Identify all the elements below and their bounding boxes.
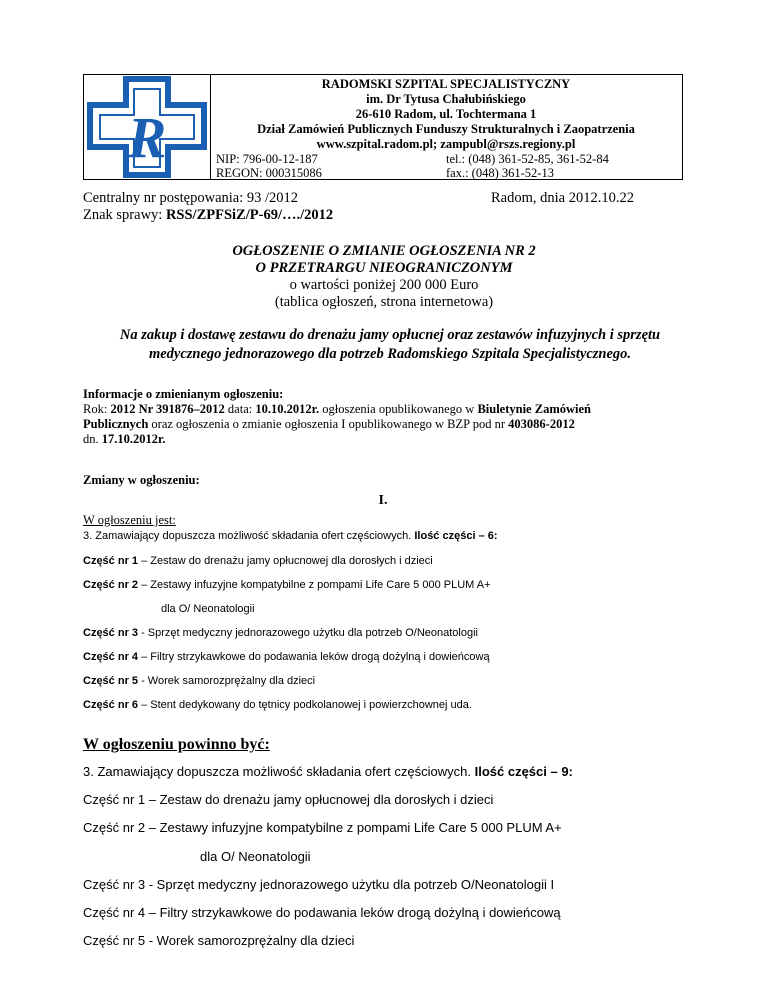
info-heading: Informacje o zmienianym ogłoszeniu: [83,387,284,401]
telephone: tel.: (048) 361-52-85, 361-52-84 [446,152,609,166]
hospital-address: 26-610 Radom, ul. Tochtermana 1 [355,107,537,121]
is-part-3: Część nr 3 - Sprzęt medyczny jednorazowego użytku dla potrzeb O/Neonatologii [83,627,478,639]
notice-value: o wartości poniżej 200 000 Euro [289,277,479,293]
letterhead-box [83,74,683,180]
is-part-2: Część nr 2 – Zestawy infuzyjne kompatybilne z pompami Life Care 5 000 PLUM A+ [83,579,491,591]
should-part-3: Część nr 3 - Sprzęt medyczny jednorazowego użytku dla potrzeb O/Neonatologii I [83,877,555,892]
is-label: W ogłoszeniu jest: [83,513,176,527]
subject-line-2: medycznego jednorazowego dla potrzeb Radomskiego Szpitala Specjalistycznego. [148,346,632,362]
svg-text:R: R [127,105,167,170]
info-paragraph: Rok: 2012 Nr 391876–2012 data: 10.10.2012r. ogłoszenia opublikowanego w Biuletynie Zamówień Publicznych oraz ogłoszenia o zmianie ogłoszenia I opublikowanego w BZP pod nr 403086-2012 dn. 17.10.2012r. [83,402,591,446]
is-part-5: Część nr 5 - Worek samorozprężalny dla dzieci [83,675,316,687]
subject-line-1: Na zakup i dostawę zestawu do drenażu jamy opłucnej oraz zestawów infuzyjnych i sprzętu [119,327,661,343]
section-number: I. [378,493,388,508]
hospital-logo [84,75,211,179]
hospital-name: RADOMSKI SZPITAL SPECJALISTYCZNY [321,77,571,91]
is-part-2-cont: dla O/ Neonatologii [161,603,255,615]
ref-label: Znak sprawy: [83,207,166,223]
should-part-5: Część nr 5 - Worek samorozprężalny dla dzieci [83,933,355,948]
reference-number [83,207,333,224]
should-part-2: Część nr 2 – Zestawy infuzyjne kompatybilne z pompami Life Care 5 000 PLUM A+ [83,820,562,835]
nip: NIP: 796-00-12-187 [216,152,318,166]
notice-title: OGŁOSZENIE O ZMIANIE OGŁOSZENIA NR 2 [232,243,536,259]
notice-subtitle: O PRZETRARGU NIEOGRANICZONYM [255,260,513,276]
notice-publication: (tablica ogłoszeń, strona internetowa) [274,294,494,310]
is-part-4: Część nr 4 – Filtry strzykawkowe do podawania leków drogą dożylną i dowieńcową [83,651,490,663]
ref-value: RSS/ZPFSiZ/P-69/…./2012 [165,207,334,223]
should-label: W ogłoszeniu powinno być: [83,736,270,753]
is-part-6: Część nr 6 – Stent dedykowany do tętnicy podkolanowej i powierzchownej uda. [83,699,472,711]
department-name: Dział Zamówień Publicznych Funduszy Strukturalnych i Zaopatrzenia [257,122,635,136]
place-date: Radom, dnia 2012.10.22 [491,190,634,206]
should-part-1: Część nr 1 – Zestaw do drenażu jamy opłucnowej dla dorosłych i dzieci [83,792,494,807]
hospital-patron: im. Dr Tytusa Chałubińskiego [366,92,526,106]
should-part-4: Część nr 4 – Filtry strzykawkowe do podawania leków drogą dożylną i dowieńcową [83,905,561,920]
case-number: Centralny nr postępowania: 93 /2012 [83,190,299,206]
is-part-1: Część nr 1 – Zestaw do drenażu jamy opłucnowej dla dorosłych i dzieci [83,555,433,567]
is-intro: 3. Zamawiający dopuszcza możliwość składania ofert częściowych. Ilość części – 6: [83,530,498,542]
should-part-2-cont: dla O/ Neonatologii [200,849,311,864]
fax: fax.: (048) 361-52-13 [446,166,554,180]
cross-logo-icon [84,75,210,179]
web-email: www.szpital.radom.pl; zampubl@rszs.regiony.pl [316,137,576,151]
regon: REGON: 000315086 [216,166,322,180]
should-intro: 3. Zamawiający dopuszcza możliwość składania ofert częściowych. Ilość części – 9: [83,764,573,779]
changes-heading: Zmiany w ogłoszeniu: [83,473,200,487]
